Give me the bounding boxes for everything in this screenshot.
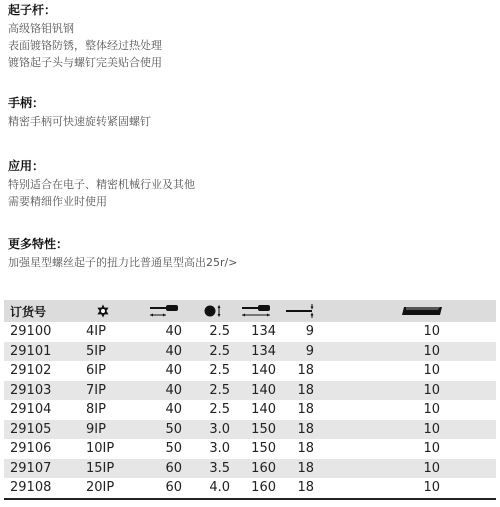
blade-length-cell: 40 — [165, 324, 182, 339]
table-row — [4, 342, 496, 362]
table-row — [4, 459, 496, 479]
blade-length-cell: 40 — [165, 402, 182, 417]
section-features — [8, 236, 237, 271]
overall-length-cell: 134 — [251, 324, 276, 339]
order-number-cell: 29108 — [4, 478, 82, 499]
blade-length-cell: 40 — [165, 363, 182, 378]
order-number-cell: 29106 — [10, 441, 52, 456]
tip-width-icon — [285, 304, 315, 318]
shaft-diameter-cell: 3.0 — [209, 421, 230, 437]
overall-length-cell: 140 — [251, 382, 276, 398]
section-line: 特别适合在电子、精密机械行业及其他 — [8, 178, 195, 191]
overall-length-cell: 150 — [251, 441, 276, 456]
shaft-diameter-cell: 4.0 — [190, 478, 236, 499]
package-qty-cell: 10 — [423, 441, 440, 456]
package-qty-cell: 10 — [423, 324, 440, 339]
order-number-cell: 29104 — [10, 402, 52, 417]
section-shaft — [8, 2, 162, 71]
shaft-diameter-cell: 2.5 — [209, 402, 230, 417]
section-line: 表面镀铬防锈，整体经过热处理 — [8, 39, 162, 52]
size-cell: 10IP — [86, 441, 115, 456]
section-application — [8, 158, 195, 210]
order-number-cell: 29101 — [10, 343, 52, 359]
table-header-row — [4, 300, 496, 322]
section-line: 高级铬钼钒钢 — [8, 22, 74, 35]
size-cell: 20IP — [82, 478, 140, 499]
order-number-cell: 29100 — [10, 324, 52, 339]
overall-length-cell: 134 — [251, 343, 276, 359]
tip-width-cell: 18 — [297, 460, 314, 476]
overall-length-header — [236, 300, 278, 322]
package-qty-cell: 10 — [322, 478, 496, 499]
table-row — [4, 420, 496, 440]
size-cell: 4IP — [86, 324, 106, 339]
order-number-cell: 29103 — [10, 382, 52, 398]
size-cell: 5IP — [86, 343, 106, 359]
package-qty-cell: 10 — [423, 402, 440, 417]
spec-table — [4, 300, 496, 500]
blade-length-icon — [149, 304, 181, 318]
overall-length-cell: 150 — [251, 421, 276, 437]
tip-width-header — [278, 300, 322, 322]
size-cell: 7IP — [86, 382, 106, 398]
tip-width-cell: 9 — [305, 343, 314, 359]
section-title: 手柄： — [8, 96, 45, 110]
section-title: 更多特性： — [8, 237, 69, 251]
tip-width-cell: 18 — [297, 402, 314, 417]
table-row — [4, 381, 496, 401]
tip-width-cell: 18 — [297, 382, 314, 398]
section-line: 镀铬起子头与螺钉完美贴合使用 — [8, 56, 162, 69]
blade-length-cell: 40 — [165, 343, 182, 359]
package-qty-cell: 10 — [423, 382, 440, 398]
package-qty-cell: 10 — [423, 363, 440, 378]
package-qty-header — [322, 300, 496, 322]
shaft-diameter-cell: 3.5 — [209, 460, 230, 476]
overall-length-cell: 160 — [236, 478, 278, 499]
tip-width-cell: 9 — [305, 324, 314, 339]
blade-length-cell: 40 — [165, 382, 182, 398]
table-row — [4, 478, 496, 499]
shaft-diameter-cell: 2.5 — [209, 324, 230, 339]
package-qty-cell: 10 — [423, 343, 440, 359]
order-number-cell: 29107 — [10, 460, 52, 476]
package-qty-cell: 10 — [423, 460, 440, 476]
size-header — [82, 300, 140, 322]
overall-length-icon — [241, 304, 273, 318]
blade-length-header — [140, 300, 190, 322]
blade-length-cell: 50 — [165, 441, 182, 456]
size-cell: 9IP — [86, 421, 106, 437]
table-row — [4, 361, 496, 381]
table-row — [4, 439, 496, 459]
overall-length-cell: 140 — [251, 363, 276, 378]
section-handle — [8, 95, 151, 130]
package-qty-icon — [400, 304, 444, 318]
shaft-diameter-cell: 3.0 — [209, 441, 230, 456]
tip-width-cell: 18 — [297, 441, 314, 456]
shaft-diameter-icon — [204, 304, 222, 318]
section-line: 需要精细作业时使用 — [8, 195, 107, 208]
size-cell: 15IP — [86, 460, 115, 476]
size-cell: 8IP — [86, 402, 106, 417]
size-cell: 6IP — [86, 363, 106, 378]
overall-length-cell: 160 — [251, 460, 276, 476]
package-qty-cell: 10 — [423, 421, 440, 437]
section-title: 应用： — [8, 159, 45, 173]
shaft-diameter-header — [190, 300, 236, 322]
shaft-diameter-cell: 2.5 — [209, 343, 230, 359]
table-row — [4, 322, 496, 342]
table-row — [4, 400, 496, 420]
tip-width-cell: 18 — [278, 478, 322, 499]
section-title: 起子杆： — [8, 3, 57, 17]
shaft-diameter-cell: 2.5 — [209, 363, 230, 378]
blade-length-cell: 50 — [165, 421, 182, 437]
order-number-cell: 29102 — [10, 363, 52, 378]
overall-length-cell: 140 — [251, 402, 276, 417]
section-line: 加强星型螺丝起子的扭力比普通星型高出25r/> — [8, 256, 238, 269]
tip-width-cell: 18 — [297, 363, 314, 378]
blade-length-cell: 60 — [165, 460, 182, 476]
tip-width-cell: 18 — [297, 421, 314, 437]
order-number-cell: 29105 — [10, 421, 52, 437]
torx-size-icon — [96, 304, 110, 318]
blade-length-cell: 60 — [140, 478, 190, 499]
section-line: 精密手柄可快速旋转紧固螺钉 — [8, 115, 151, 128]
order-number-header: 订货号 — [10, 304, 47, 319]
shaft-diameter-cell: 2.5 — [209, 382, 230, 398]
